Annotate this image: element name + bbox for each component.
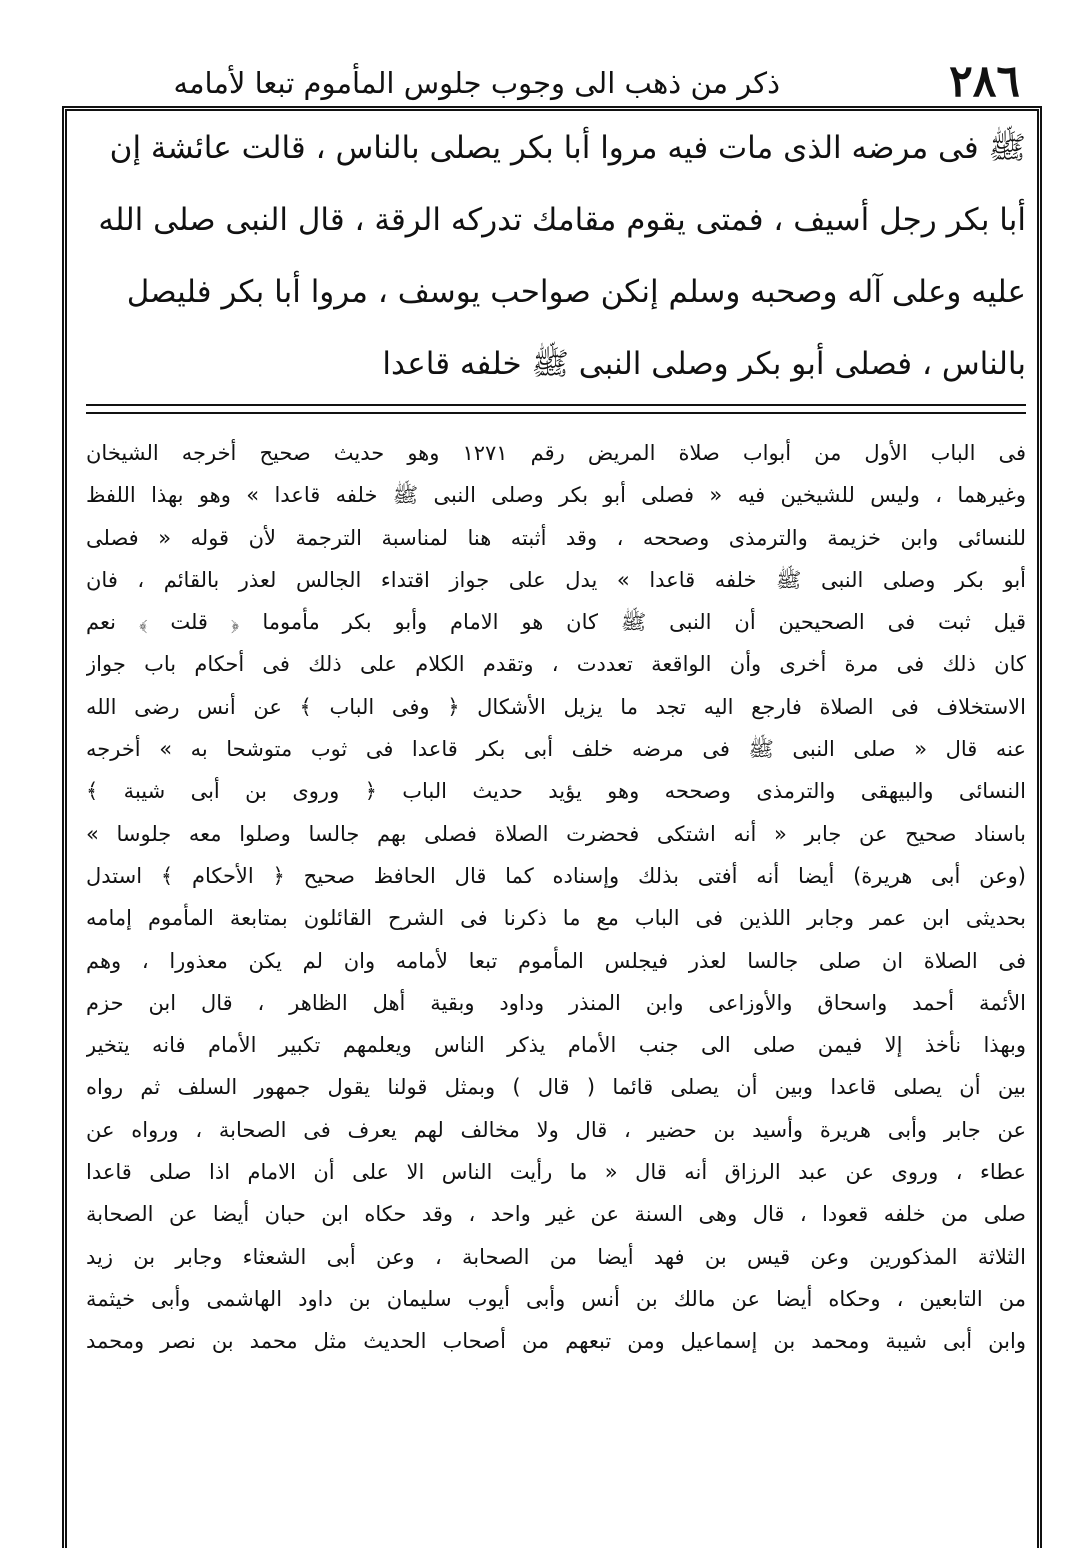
commentary-line: (وعن أبى هريرة) أيضا أنه أفتى بذلك وإسناده كما قال الحافظ صحيح ﴿ الأحكام ﴾ استدل (86, 863, 1026, 888)
commentary-line: الثلاثة المذكورين وعن قيس بن فهد أيضا من الصحابة ، وعن أبى الشعثاء وجابر بن زيد (86, 1244, 1026, 1269)
commentary-line: باسناد صحيح عن جابر « أنه اشتكى فحضرت الصلاة فصلى بهم جالسا وصلوا معه جلوسا » (86, 821, 1026, 846)
commentary-text (86, 432, 1026, 1363)
commentary-line: صلى من خلفه قعودا ، قال وهى السنة عن غير واحد ، وقد حكاه ابن حبان أيضا عن الصحابة (86, 1202, 1026, 1227)
hadith-line: عليه وعلى آله وصحبه وسلم إنكن صواحب يوسف ، مروا أبا بكر فليصل (126, 274, 1026, 310)
commentary-line: وبهذا نأخذ إلا فيمن صلى الى جنب الأمام يذكر الناس ويعلمهم تكبير الأمام فانه يتخير (86, 1033, 1026, 1058)
commentary-line: للنسائى وابن خزيمة والترمذى وصححه ، وقد أثبته هنا لمناسبة الترجمة لأن قوله « فصلى (86, 525, 1026, 550)
commentary-line: بين أن يصلى قاعدا وبين أن يصلى قائما ( قال ) وبمثل قولنا يقول جمهور السلف ثم رواه (86, 1075, 1026, 1100)
page-number: ٢٨٦ (949, 56, 1020, 107)
hadith-line: ﷺ فى مرضه الذى مات فيه مروا أبا بكر يصلى بالناس ، قالت عائشة إن (109, 130, 1026, 166)
commentary-line: الأئمة أحمد واسحاق والأوزاعى وابن المنذر وداود وبقية أهل الظاهر ، قال ابن حزم (86, 990, 1026, 1015)
commentary-line: وغيرهما ، وليس للشيخين فيه « فصلى أبو بكر وصلى النبى ﷺ خلفه قاعدا » وهو بهذا اللفظ (86, 483, 1026, 508)
hadith-line: أبا بكر رجل أسيف ، فمتى يقوم مقامك تدركه الرقة ، قال النبى صلى الله (98, 202, 1026, 238)
commentary-line: قيل ثبت فى الصحيحين أن النبى ﷺ كان هو الامام وأبو بكر مأموما ﴿ قلت ﴾ نعم (86, 610, 1026, 635)
commentary-line: النسائى والبيهقى والترمذى وصححه وهو يؤيد حديث الباب ﴿ وروى بن أبى شيبة ﴾ (86, 779, 1026, 804)
commentary-line: فى الباب الأول من أبواب صلاة المريض رقم ١٢٧١ وهو حديث صحيح أخرجه الشيخان (86, 441, 1026, 465)
commentary-line: كان ذلك فى مرة أخرى وأن الواقعة تعددت ، وتقدم الكلام على ذلك فى أحكام باب جواز (86, 652, 1026, 677)
hadith-line: بالناس ، فصلى أبو بكر وصلى النبى ﷺ خلفه قاعدا (382, 346, 1026, 382)
commentary-line: عنه قال « صلى النبى ﷺ فى مرضه خلف أبى بكر قاعدا فى ثوب متوشحا به » أخرجه (86, 737, 1026, 762)
commentary-line: وابن أبى شيبة ومحمد بن إسماعيل ومن تبعهم من أصحاب الحديث مثل محمد بن نصر ومحمد (86, 1329, 1026, 1354)
commentary-line: فى الصلاة ان صلى جالسا لعذر فيجلس المأموم تبعا لأمامه وان لم يكن معذورا ، وهم (86, 948, 1026, 973)
commentary-line: بحديثى ابن عمر وجابر اللذين فى الباب مع ما ذكرنا فى الشرح القائلون بمتابعة المأموم إمامه (86, 906, 1026, 931)
commentary-line: من التابعين ، وحكاه أيضا عن مالك بن أنس وأبى أيوب سليمان بن داود الهاشمى وأبى خيثمة (86, 1286, 1026, 1311)
page-header (60, 58, 1050, 108)
commentary-line: الاستخلاف فى الصلاة فارجع اليه تجد ما يزيل الأشكال ﴿ وفى الباب ﴾ عن أنس رضى الله (86, 694, 1026, 719)
section-divider (86, 404, 1026, 414)
hadith-text (86, 112, 1026, 400)
running-title: ذكر من ذهب الى وجوب جلوس المأموم تبعا لأمامه (173, 66, 780, 100)
commentary-line: عن جابر وأبى هريرة وأسيد بن حضير ، قال ولا مخالف لهم يعرف فى الصحابة ، ورواه عن (86, 1117, 1026, 1142)
commentary-line: أبو بكر وصلى النبى ﷺ خلفه قاعدا » يدل على جواز اقتداء الجالس لعذر بالقائم ، فان (86, 567, 1026, 592)
commentary-line: عطاء ، وروى عن عبد الرزاق أنه قال « ما رأيت الناس الا على أن الامام اذا صلى قاعدا (86, 1160, 1026, 1185)
